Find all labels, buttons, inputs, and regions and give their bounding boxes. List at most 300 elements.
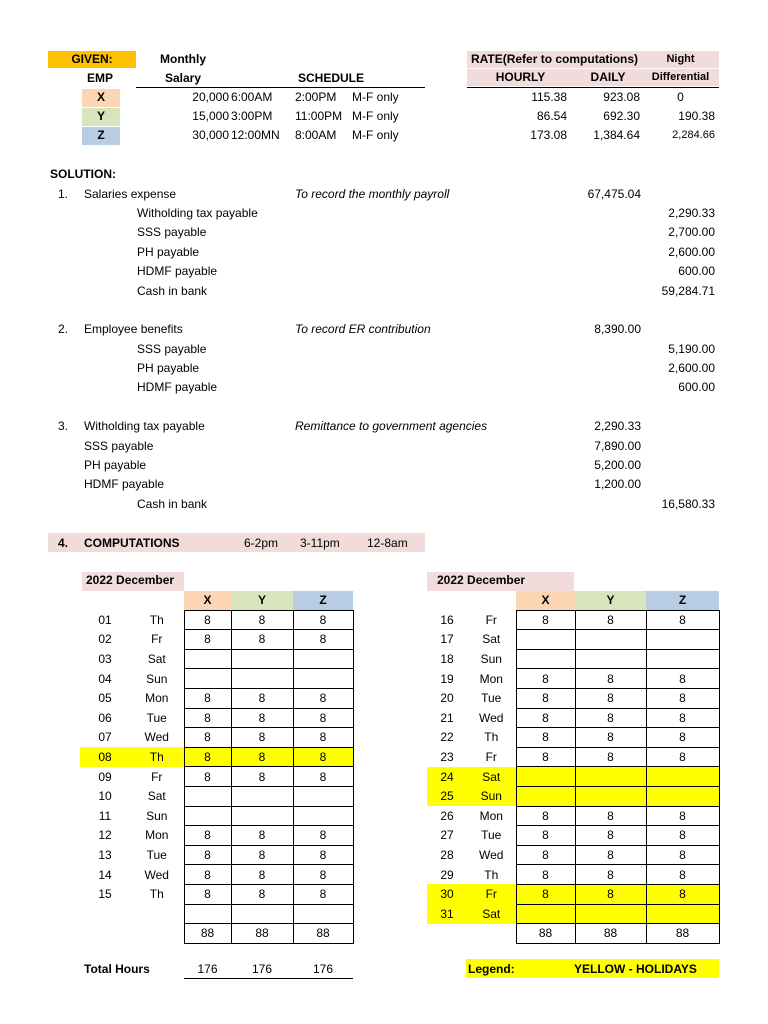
calendar-header-row — [427, 591, 719, 610]
credit-amount: 16,580.33 — [661, 497, 715, 511]
column-header-z: Z — [646, 591, 719, 610]
hours-z: 8 — [646, 728, 719, 748]
solution-label: SOLUTION: — [50, 167, 116, 181]
weekday: Sat — [467, 767, 516, 787]
credit-amount: 2,700.00 — [668, 225, 715, 239]
weekday: Sat — [147, 652, 166, 667]
entry-memo: To record the monthly payroll — [295, 187, 450, 201]
hours-x — [516, 904, 575, 924]
calendar-day-row — [427, 630, 719, 650]
credit-account: SSS payable — [137, 342, 207, 356]
weekday: Wed — [479, 848, 504, 863]
credit-account: SSS payable — [137, 225, 207, 239]
credit-amount: 600.00 — [678, 380, 715, 394]
hours-x — [184, 806, 231, 826]
day-number: 31 — [427, 904, 467, 924]
day-number: 06 — [98, 710, 112, 725]
blank-cell — [427, 591, 467, 610]
day-number: 20 — [440, 691, 454, 706]
weekday: Wed — [144, 867, 169, 882]
weekday: Sat — [147, 789, 166, 804]
credit-amount: 2,600.00 — [668, 245, 715, 259]
calendar-header-row — [80, 591, 353, 610]
hours-x — [516, 630, 575, 650]
calendar-day-row — [80, 767, 353, 787]
weekday: Sat — [482, 632, 501, 647]
day-number: 07 — [98, 730, 112, 745]
weekday: Sat — [467, 904, 516, 924]
hours-x: 8 — [516, 728, 575, 748]
hours-z — [646, 649, 719, 669]
weekday: Sun — [146, 808, 168, 823]
calendar-month-left: 2022 December — [82, 572, 184, 591]
hours-x: 8 — [184, 826, 231, 846]
hours-x: 8 — [516, 747, 575, 767]
debit-account: Salaries expense — [84, 187, 177, 201]
total-hours-x: 176 — [197, 962, 218, 976]
calendar-day-row — [80, 865, 353, 885]
emp-badge-z: Z — [82, 127, 120, 145]
hours-x: 8 — [516, 806, 575, 826]
weekday — [130, 904, 184, 924]
shift-start: 3:00PM — [231, 109, 273, 123]
shift-days: M-F only — [352, 109, 399, 123]
calendar-day-row — [427, 806, 719, 826]
hours-z: 8 — [646, 669, 719, 689]
night-diff: 0 — [677, 90, 684, 104]
hours-y — [231, 806, 293, 826]
blank-cell — [467, 591, 516, 610]
hours-x: 8 — [516, 708, 575, 728]
emp-badge-y: Y — [82, 108, 120, 126]
hours-y — [231, 904, 293, 924]
credit-amount: 5,190.00 — [668, 342, 715, 356]
hours-y: 8 — [575, 806, 646, 826]
subtotal-z: 88 — [646, 924, 719, 944]
hourly-rate: 115.38 — [531, 90, 567, 104]
hours-z — [646, 786, 719, 806]
calendar-day-row — [427, 786, 719, 806]
debit-account: PH payable — [84, 458, 147, 472]
weekday: Fr — [151, 632, 163, 647]
weekday: Tue — [146, 710, 167, 725]
hours-x: 8 — [184, 767, 231, 787]
calendar-day-row — [427, 610, 719, 630]
day-number: 19 — [440, 671, 454, 686]
salary-value: 30,000 — [192, 128, 229, 142]
debit-account: Witholding tax payable — [84, 419, 205, 433]
day-number: 12 — [98, 828, 112, 843]
hours-x — [516, 649, 575, 669]
day-number: 25 — [427, 786, 467, 806]
shift-end: 11:00PM — [295, 109, 343, 123]
day-number: 29 — [440, 867, 454, 882]
weekday: Tue — [481, 691, 502, 706]
subtotal-x: 88 — [516, 924, 575, 944]
hours-z — [293, 806, 353, 826]
weekday: Fr — [467, 884, 516, 904]
calendar-day-row — [80, 826, 353, 846]
shift-days: M-F only — [352, 128, 399, 142]
given-header-underline — [136, 87, 425, 88]
hours-x — [184, 649, 231, 669]
weekday: Fr — [485, 750, 497, 765]
hours-y — [575, 786, 646, 806]
debit-account: SSS payable — [84, 439, 154, 453]
day-number: 16 — [440, 612, 454, 627]
day-number: 11 — [98, 808, 112, 823]
schedule-label: SCHEDULE — [298, 71, 365, 85]
weekday: Tue — [481, 828, 502, 843]
calendar-day-row — [80, 669, 353, 689]
hours-z: 8 — [646, 688, 719, 708]
day-number: 13 — [98, 848, 112, 863]
debit-account: Employee benefits — [84, 322, 183, 336]
blank-cell — [80, 591, 130, 610]
hours-y — [575, 904, 646, 924]
calendar-day-row — [427, 747, 719, 767]
salary-label: Salary — [165, 71, 202, 85]
day-number: 04 — [98, 671, 112, 686]
hours-y: 8 — [231, 610, 293, 630]
hours-z — [293, 904, 353, 924]
calendar-day-row — [427, 904, 719, 924]
monthly-label: Monthly — [160, 52, 206, 66]
hours-z: 8 — [293, 610, 353, 630]
hourly-rate: 173.08 — [530, 128, 567, 142]
shift-end: 8:00AM — [295, 128, 337, 142]
day-number: 05 — [98, 691, 112, 706]
salary-value: 20,000 — [192, 90, 229, 104]
day-number: 27 — [440, 828, 454, 843]
weekday: Fr — [485, 612, 497, 627]
day-number — [80, 904, 130, 924]
emp-label: EMP — [86, 71, 113, 85]
hours-x: 8 — [516, 845, 575, 865]
day-number: 03 — [98, 652, 112, 667]
hours-x: 8 — [516, 688, 575, 708]
weekday: Th — [130, 747, 184, 767]
hours-y — [231, 786, 293, 806]
calendar-day-row — [427, 884, 719, 904]
calendar-day-row — [80, 806, 353, 826]
hours-z: 8 — [293, 728, 353, 748]
rate-header-underline — [467, 87, 719, 88]
total-hours-z: 176 — [312, 962, 334, 976]
shift-days: M-F only — [352, 90, 399, 104]
column-header-x: X — [184, 591, 231, 610]
hours-x: 8 — [184, 688, 231, 708]
hours-y: 8 — [231, 688, 293, 708]
hours-z: 8 — [646, 865, 719, 885]
calendar-day-row — [80, 630, 353, 650]
calendar-total-row — [80, 924, 353, 944]
debit-amount: 2,290.33 — [594, 419, 641, 433]
hours-z: 8 — [646, 610, 719, 630]
hours-y: 8 — [575, 688, 646, 708]
daily-label: DAILY — [574, 69, 642, 86]
shift-start: 12:00MN — [231, 128, 280, 142]
hours-y: 8 — [231, 728, 293, 748]
calendar-day-row — [80, 845, 353, 865]
emp-badge-x: X — [82, 89, 120, 107]
hours-y: 8 — [231, 865, 293, 885]
hours-z: 8 — [646, 845, 719, 865]
hours-y: 8 — [575, 865, 646, 885]
calendar-day-row — [427, 865, 719, 885]
calendar-day-row — [80, 884, 353, 904]
weekday: Fr — [151, 769, 163, 784]
calendar-day-row — [427, 688, 719, 708]
total-hours-label: Total Hours — [84, 962, 150, 976]
blank-cell — [130, 591, 184, 610]
calendar-day-row — [427, 708, 719, 728]
entry-number: 3. — [57, 419, 68, 433]
hours-x: 8 — [516, 826, 575, 846]
credit-account: PH payable — [137, 361, 200, 375]
hours-y: 8 — [575, 669, 646, 689]
hours-z — [293, 649, 353, 669]
hours-z: 8 — [646, 806, 719, 826]
day-number: 21 — [440, 710, 454, 725]
hours-y: 8 — [231, 845, 293, 865]
weekday: Th — [149, 612, 164, 627]
daily-rate: 692.30 — [603, 109, 640, 123]
credit-amount: 59,284.71 — [661, 284, 715, 298]
day-number: 23 — [440, 750, 454, 765]
shift-start: 6:00AM — [231, 90, 273, 104]
hours-z — [646, 630, 719, 650]
hours-z: 8 — [646, 747, 719, 767]
entry-number: 2. — [57, 322, 68, 336]
hours-x: 8 — [184, 708, 231, 728]
hours-y: 8 — [231, 708, 293, 728]
credit-account: Cash in bank — [137, 284, 208, 298]
rate-label: RATE(Refer to computations) — [467, 51, 642, 68]
hours-y: 8 — [231, 767, 293, 787]
hours-y: 8 — [575, 884, 646, 904]
hours-x: 8 — [516, 610, 575, 630]
calendar-day-row — [80, 728, 353, 748]
legend-label: Legend: — [468, 962, 515, 976]
debit-amount: 8,390.00 — [594, 322, 641, 336]
column-header-y: Y — [231, 591, 293, 610]
day-number: 17 — [440, 632, 454, 647]
calendar-day-row — [80, 688, 353, 708]
daily-rate: 923.08 — [603, 90, 640, 104]
calendar-day-row — [80, 786, 353, 806]
hours-z: 8 — [293, 845, 353, 865]
debit-account: HDMF payable — [84, 477, 165, 491]
calendar-day-row — [427, 826, 719, 846]
hours-y: 8 — [575, 826, 646, 846]
calendar-day-row — [427, 728, 719, 748]
night-diff: 190.38 — [678, 109, 715, 123]
calendar-table-right — [427, 591, 720, 944]
day-number: 28 — [440, 848, 454, 863]
day-number: 15 — [98, 887, 112, 902]
weekday: Wed — [479, 710, 504, 725]
calendar-day-row — [427, 649, 719, 669]
hours-z: 8 — [293, 865, 353, 885]
legend-text: YELLOW - HOLIDAYS — [574, 962, 697, 976]
subtotal-z: 88 — [293, 924, 353, 944]
hours-y: 8 — [575, 610, 646, 630]
night-diff: 2,284.66 — [672, 129, 715, 141]
hours-z: 8 — [293, 630, 353, 650]
calendar-total-row — [427, 924, 719, 944]
subtotal-y: 88 — [231, 924, 293, 944]
hours-x: 8 — [184, 610, 231, 630]
hours-z: 8 — [646, 708, 719, 728]
debit-amount: 7,890.00 — [594, 439, 641, 453]
shift-label-y: 3-11pm — [300, 536, 340, 550]
entry-memo: To record ER contribution — [295, 322, 431, 336]
daily-rate: 1,384.64 — [593, 128, 640, 142]
night-label: Night — [642, 51, 719, 68]
hours-y — [231, 649, 293, 669]
hours-x: 8 — [184, 630, 231, 650]
computations-label: COMPUTATIONS — [84, 536, 180, 550]
hours-z: 8 — [293, 826, 353, 846]
credit-account: PH payable — [137, 245, 200, 259]
credit-amount: 2,600.00 — [668, 361, 715, 375]
hourly-rate: 86.54 — [536, 109, 567, 123]
hours-z: 8 — [293, 884, 353, 904]
hours-y — [575, 767, 646, 787]
hours-z: 8 — [646, 826, 719, 846]
hours-x — [184, 669, 231, 689]
calendar-day-row — [427, 669, 719, 689]
hours-x — [184, 786, 231, 806]
hours-y: 8 — [575, 747, 646, 767]
day-number: 08 — [80, 747, 130, 767]
day-number: 26 — [440, 808, 454, 823]
column-header-y: Y — [575, 591, 646, 610]
blank-cell — [427, 924, 467, 944]
total-hours-y: 176 — [251, 962, 273, 976]
hours-z: 8 — [293, 688, 353, 708]
computations-number: 4. — [57, 536, 68, 550]
calendar-table-left — [80, 591, 354, 944]
hours-z — [646, 904, 719, 924]
weekday: Sun — [146, 671, 168, 686]
hours-y — [575, 630, 646, 650]
credit-amount: 600.00 — [678, 264, 715, 278]
hours-z — [293, 669, 353, 689]
day-number: 18 — [440, 652, 454, 667]
hours-z: 8 — [293, 767, 353, 787]
differential-label: Differential — [642, 69, 719, 86]
calendar-day-row — [80, 610, 353, 630]
weekday: Th — [149, 887, 164, 902]
hours-x — [516, 767, 575, 787]
shift-end: 2:00PM — [295, 90, 337, 104]
calendar-day-row — [427, 767, 719, 787]
day-number: 14 — [98, 867, 112, 882]
weekday: Sun — [467, 786, 516, 806]
entry-number: 1. — [57, 187, 68, 201]
day-number: 22 — [440, 730, 454, 745]
blank-cell — [80, 924, 130, 944]
calendar-day-row — [80, 708, 353, 728]
hours-x — [516, 786, 575, 806]
weekday: Th — [484, 730, 499, 745]
blank-cell — [467, 924, 516, 944]
shift-label-x: 6-2pm — [244, 536, 279, 550]
hours-y: 8 — [231, 826, 293, 846]
hours-x — [184, 904, 231, 924]
credit-account: HDMF payable — [137, 264, 218, 278]
day-number: 02 — [98, 632, 112, 647]
weekday: Th — [484, 867, 499, 882]
hours-z: 8 — [646, 884, 719, 904]
weekday: Mon — [145, 828, 169, 843]
debit-amount: 5,200.00 — [594, 458, 641, 472]
weekday: Mon — [479, 808, 503, 823]
calendar-day-row — [427, 845, 719, 865]
hours-z: 8 — [293, 747, 353, 767]
weekday: Wed — [144, 730, 169, 745]
hours-y: 8 — [231, 747, 293, 767]
weekday: Sun — [480, 652, 502, 667]
credit-account: Witholding tax payable — [137, 206, 258, 220]
hours-y: 8 — [575, 728, 646, 748]
hours-x: 8 — [184, 747, 231, 767]
hours-x: 8 — [516, 669, 575, 689]
salary-value: 15,000 — [192, 109, 229, 123]
credit-amount: 2,290.33 — [668, 206, 715, 220]
hours-y — [231, 669, 293, 689]
hours-z — [646, 767, 719, 787]
hours-x: 8 — [184, 865, 231, 885]
hourly-label: HOURLY — [467, 69, 574, 86]
hours-x: 8 — [516, 884, 575, 904]
hours-z — [293, 786, 353, 806]
hours-y: 8 — [575, 845, 646, 865]
calendar-day-row — [80, 904, 353, 924]
weekday: Mon — [479, 671, 503, 686]
column-header-z: Z — [293, 591, 353, 610]
credit-account: Cash in bank — [137, 497, 208, 511]
shift-label-z: 12-8am — [367, 536, 408, 550]
day-number: 01 — [98, 612, 112, 627]
calendar-day-row — [80, 747, 353, 767]
day-number: 10 — [98, 789, 112, 804]
hours-x: 8 — [184, 728, 231, 748]
hours-z: 8 — [293, 708, 353, 728]
entry-memo: Remittance to government agencies — [295, 419, 488, 433]
hours-x: 8 — [184, 845, 231, 865]
debit-amount: 67,475.04 — [587, 187, 641, 201]
hours-y: 8 — [231, 630, 293, 650]
column-header-x: X — [516, 591, 575, 610]
given-label: GIVEN: — [48, 51, 136, 68]
hours-y: 8 — [231, 884, 293, 904]
hours-x: 8 — [516, 865, 575, 885]
day-number: 09 — [98, 769, 112, 784]
total-hours-underline — [184, 978, 353, 979]
hours-y: 8 — [575, 708, 646, 728]
hours-x: 8 — [184, 884, 231, 904]
subtotal-y: 88 — [575, 924, 646, 944]
credit-account: HDMF payable — [137, 380, 218, 394]
weekday: Tue — [146, 848, 167, 863]
hours-y — [575, 649, 646, 669]
weekday: Mon — [145, 691, 169, 706]
blank-cell — [130, 924, 184, 944]
calendar-month-right: 2022 December — [427, 572, 574, 591]
